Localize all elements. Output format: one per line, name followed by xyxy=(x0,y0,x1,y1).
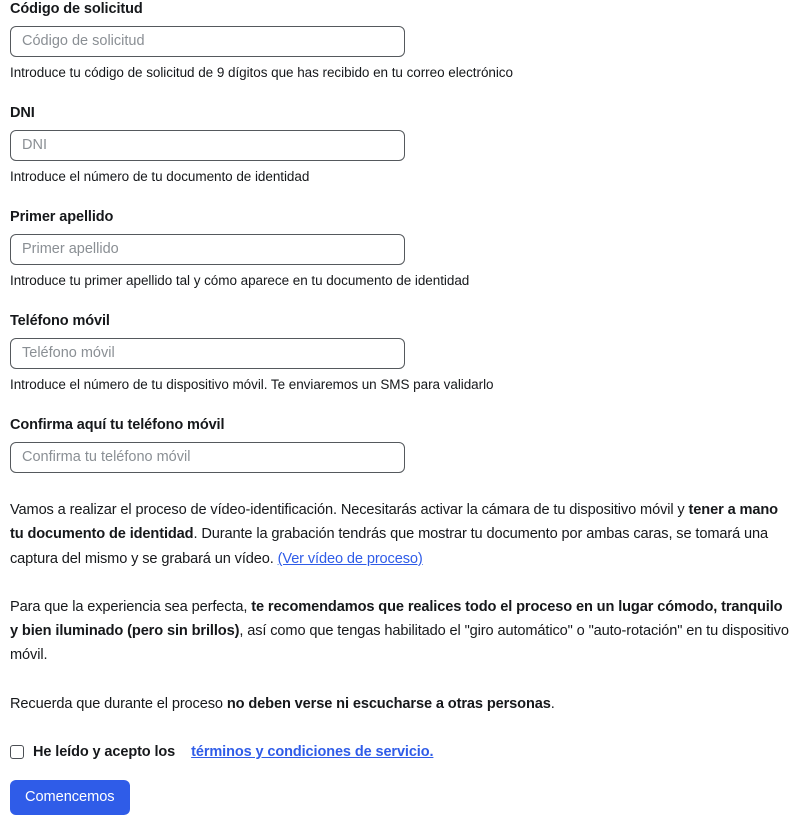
spacer xyxy=(10,185,790,208)
field-help-primer-apellido: Introduce tu primer apellido tal y cómo aparece en tu documento de identidad xyxy=(10,273,470,288)
paragraph2-text-part1: Para que la experiencia sea perfecta, xyxy=(10,598,252,615)
field-primer-apellido xyxy=(10,208,790,289)
paragraph2-bold-recomendacion: te recomendamos que realices todo el proceso en un lugar cómodo, tranquilo y bien iluminado (pero sin brillos) xyxy=(10,598,783,640)
input-confirma-telefono-movil[interactable] xyxy=(10,442,405,473)
paragraph1-text-part1: Vamos a realizar el proceso de vídeo-identificación. Necesitarás activar la cámara de tu dispositivo móvil y xyxy=(10,502,689,518)
start-button[interactable]: Comencemos xyxy=(10,780,130,815)
field-label-dni: DNI xyxy=(10,105,35,121)
ver-video-proceso-link[interactable]: (Ver vídeo de proceso) xyxy=(277,550,423,567)
field-help-codigo-solicitud: Introduce tu código de solicitud de 9 dígitos que has recibido en tu correo electrónico xyxy=(10,65,513,80)
paragraph1-bold-documento: tener a mano tu documento de identidad xyxy=(10,502,778,543)
field-help-dni: Introduce el número de tu documento de identidad xyxy=(10,169,310,184)
field-label-primer-apellido: Primer apellido xyxy=(10,209,114,225)
paragraph3-bold-personas: no deben verse ni escucharse a otras personas xyxy=(226,695,551,712)
spacer xyxy=(10,668,790,692)
field-label-confirma-telefono-movil: Confirma aquí tu teléfono móvil xyxy=(10,417,225,433)
input-primer-apellido[interactable] xyxy=(10,234,405,265)
paragraph1-text-part2: . Durante la grabación tendrás que mostrar tu documento por ambas caras, se tomará una captura del mismo y se grabará un vídeo. xyxy=(10,526,769,567)
field-label-codigo-solicitud: Código de solicitud xyxy=(10,1,143,17)
field-telefono-movil xyxy=(10,312,790,393)
paragraph3-text-part2: . xyxy=(550,695,555,712)
terms-and-conditions-link[interactable]: términos y condiciones de servicio. xyxy=(191,744,434,761)
field-help-telefono-movil: Introduce el número de tu dispositivo móvil. Te enviaremos un SMS para validarlo xyxy=(10,377,494,392)
field-label-telefono-movil: Teléfono móvil xyxy=(10,313,110,329)
paragraph3-text-part1: Recuerda que durante el proceso xyxy=(10,695,227,712)
field-codigo-solicitud xyxy=(10,0,790,81)
paragraph2-text-part2: , así como que tengas habilitado el "giro automático" o "auto-rotación" en tu dispositivo móvil. xyxy=(10,623,789,664)
info-paragraph-video-identificacion xyxy=(10,498,790,571)
terms-checkbox[interactable] xyxy=(10,745,24,759)
spacer xyxy=(10,81,790,104)
spacer xyxy=(10,393,790,416)
input-telefono-movil[interactable] xyxy=(10,338,405,369)
info-paragraph-recomendaciones xyxy=(10,595,790,668)
field-dni xyxy=(10,104,790,185)
field-confirma-telefono-movil xyxy=(10,416,790,473)
spacer xyxy=(10,473,790,498)
input-codigo-solicitud[interactable] xyxy=(10,26,405,57)
terms-consent-label: He leído y acepto los xyxy=(33,744,176,761)
spacer xyxy=(10,289,790,312)
spacer xyxy=(10,571,790,595)
spacer xyxy=(10,716,790,743)
terms-consent-row xyxy=(10,743,790,761)
info-paragraph-privacidad xyxy=(10,692,790,716)
input-dni[interactable] xyxy=(10,130,405,161)
